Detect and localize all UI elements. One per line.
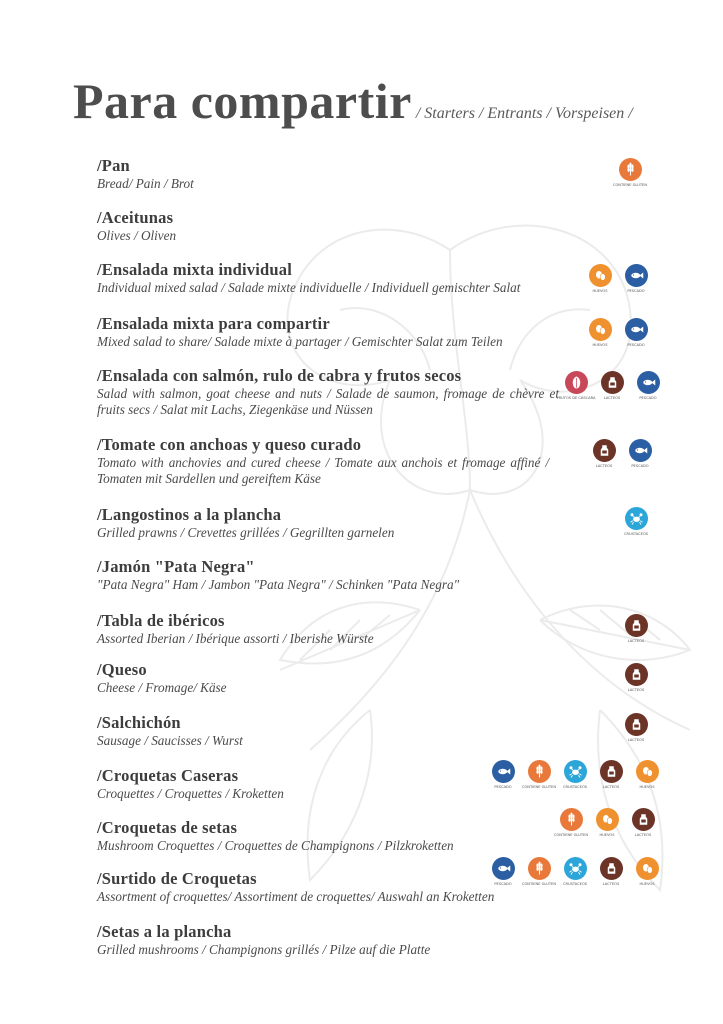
lacteos-icon	[600, 857, 623, 880]
allergen-label: CONTIENE GLUTEN	[553, 833, 589, 837]
huevos-icon	[596, 808, 619, 831]
allergen-label: LACTEOS	[603, 396, 621, 400]
gluten-icon	[528, 857, 551, 880]
pescado-allergen-badge	[618, 318, 654, 347]
allergen-label: HUEVOS	[639, 785, 655, 789]
lacteos-icon	[625, 614, 648, 637]
allergen-label: LACTEOS	[602, 882, 620, 886]
item-name: /Ensalada mixta para compartir	[97, 314, 330, 333]
menu-item	[97, 208, 176, 244]
menu-item	[97, 766, 284, 802]
allergen-label: HUEVOS	[599, 833, 615, 837]
allergen-icons	[558, 371, 666, 400]
frutos-allergen-badge	[558, 371, 594, 400]
menu-item	[97, 818, 454, 854]
lacteos-allergen-badge	[593, 760, 629, 789]
pescado-icon	[625, 318, 648, 341]
allergen-label: LACTEOS	[634, 833, 652, 837]
pescado-allergen-badge	[622, 439, 658, 468]
lacteos-icon	[625, 713, 648, 736]
allergen-label: CRUSTACEOS	[623, 532, 649, 536]
menu-item	[97, 922, 430, 958]
allergen-label: HUEVOS	[592, 289, 608, 293]
item-description: Sausage / Saucisses / Wurst	[97, 733, 243, 748]
allergen-label: PESCADO	[627, 289, 645, 293]
lacteos-icon	[601, 371, 624, 394]
lacteos-allergen-badge	[618, 713, 654, 742]
menu-item	[97, 435, 549, 487]
item-description: Grilled mushrooms / Champignons grillés / Pilze auf die Platte	[97, 942, 431, 957]
menu-item	[97, 156, 194, 192]
item-description: Bread/ Pain / Brot	[97, 176, 194, 191]
allergen-icons	[618, 614, 654, 643]
item-description: Assortment of croquettes/ Assortiment de croquettes/ Auswahl an Kroketten	[97, 889, 495, 904]
item-name: /Croquetas Caseras	[97, 766, 239, 785]
huevos-allergen-badge	[582, 264, 618, 293]
allergen-label: LACTEOS	[627, 738, 645, 742]
header	[73, 72, 633, 130]
allergen-label: PESCADO	[639, 396, 657, 400]
item-description: Tomato with anchovies and cured cheese / Tomate aux anchois et fromage affiné / Tomaten mit Sardellen und gereiftem Käse	[97, 455, 549, 486]
menu-item	[97, 314, 503, 350]
crustaceos-allergen-badge	[557, 857, 593, 886]
item-description: Grilled prawns / Crevettes grillées / Gegrillten garnelen	[97, 525, 395, 540]
lacteos-icon	[600, 760, 623, 783]
huevos-icon	[589, 318, 612, 341]
lacteos-allergen-badge	[618, 614, 654, 643]
crustaceos-allergen-badge	[557, 760, 593, 789]
huevos-allergen-badge	[582, 318, 618, 347]
item-description: "Pata Negra" Ham / Jambon "Pata Negra" / Schinken "Pata Negra"	[97, 577, 460, 592]
item-name: /Salchichón	[97, 713, 181, 732]
lacteos-allergen-badge	[625, 808, 661, 837]
allergen-label: CONTIENE GLUTEN	[521, 882, 557, 886]
item-description: Croquettes / Croquettes / Kroketten	[97, 786, 284, 801]
allergen-icons	[618, 663, 654, 692]
lacteos-allergen-badge	[586, 439, 622, 468]
allergen-label: HUEVOS	[592, 343, 608, 347]
crustaceos-allergen-badge	[618, 507, 654, 536]
crustaceos-icon	[564, 760, 587, 783]
menu-item	[97, 713, 243, 749]
pescado-allergen-badge	[485, 857, 521, 886]
item-description: Assorted Iberian / Ibérique assorti / Iberishe Würste	[97, 631, 374, 646]
lacteos-allergen-badge	[594, 371, 630, 400]
pescado-allergen-badge	[485, 760, 521, 789]
item-name: /Aceitunas	[97, 208, 174, 227]
item-description: Cheese / Fromage/ Käse	[97, 680, 227, 695]
page-title: Para compartir	[73, 73, 412, 129]
allergen-label: PESCADO	[627, 343, 645, 347]
item-description: Mushroom Croquettes / Croquettes de Champignons / Pilzkroketten	[97, 838, 454, 853]
item-name: /Ensalada con salmón, rulo de cabra y frutos secos	[97, 366, 462, 385]
allergen-icons	[485, 857, 665, 886]
item-name: /Setas a la plancha	[97, 922, 232, 941]
item-name: /Langostinos a la plancha	[97, 505, 282, 524]
menu-item	[97, 611, 374, 647]
menu-item	[97, 260, 520, 296]
item-name: /Croquetas de setas	[97, 818, 238, 837]
lacteos-icon	[593, 439, 616, 462]
allergen-label: PESCADO	[631, 464, 649, 468]
item-name: /Surtido de Croquetas	[97, 869, 257, 888]
gluten-icon	[560, 808, 583, 831]
item-name: /Pan	[97, 156, 130, 175]
allergen-icons	[582, 264, 654, 293]
crustaceos-icon	[625, 507, 648, 530]
gluten-icon	[528, 760, 551, 783]
item-name: /Jamón "Pata Negra"	[97, 557, 255, 576]
allergen-label: LACTEOS	[627, 688, 645, 692]
pescado-icon	[629, 439, 652, 462]
allergen-icons	[553, 808, 661, 837]
menu-item	[97, 366, 559, 418]
pescado-icon	[492, 760, 515, 783]
pescado-icon	[625, 264, 648, 287]
gluten-allergen-badge	[521, 760, 557, 789]
huevos-allergen-badge	[629, 760, 665, 789]
gluten-icon	[619, 158, 642, 181]
allergen-icons	[612, 158, 648, 187]
allergen-icons	[618, 507, 654, 536]
allergen-label: PESCADO	[494, 785, 512, 789]
lacteos-icon	[625, 663, 648, 686]
item-name: /Queso	[97, 660, 147, 679]
item-name: /Tomate con anchoas y queso curado	[97, 435, 362, 454]
allergen-label: LACTEOS	[595, 464, 613, 468]
allergen-label: FRUTOS DE CÁSCARA	[556, 396, 596, 400]
allergen-label: HUEVOS	[639, 882, 655, 886]
allergen-label: LACTEOS	[627, 639, 645, 643]
page-subtitle: / Starters / Entrants / Vorspeisen /	[415, 105, 633, 122]
huevos-icon	[636, 760, 659, 783]
pescado-allergen-badge	[630, 371, 666, 400]
allergen-label: CRUSTACEOS	[562, 785, 588, 789]
gluten-allergen-badge	[612, 158, 648, 187]
huevos-icon	[636, 857, 659, 880]
gluten-allergen-badge	[521, 857, 557, 886]
pescado-icon	[492, 857, 515, 880]
allergen-label: CRUSTACEOS	[562, 882, 588, 886]
allergen-icons	[586, 439, 658, 468]
huevos-icon	[589, 264, 612, 287]
menu-item	[97, 660, 227, 696]
lacteos-allergen-badge	[618, 663, 654, 692]
allergen-icons	[582, 318, 654, 347]
allergen-icons	[618, 713, 654, 742]
allergen-label: LACTEOS	[602, 785, 620, 789]
crustaceos-icon	[564, 857, 587, 880]
item-description: Individual mixed salad / Salade mixte individuelle / Individuell gemischter Salat	[97, 280, 521, 295]
allergen-label: PESCADO	[494, 882, 512, 886]
allergen-label: CONTIENE GLUTEN	[612, 183, 648, 187]
lacteos-allergen-badge	[593, 857, 629, 886]
item-name: /Tabla de ibéricos	[97, 611, 225, 630]
lacteos-icon	[632, 808, 655, 831]
frutos-icon	[565, 371, 588, 394]
item-name: /Ensalada mixta individual	[97, 260, 293, 279]
allergen-label: CONTIENE GLUTEN	[521, 785, 557, 789]
menu-item	[97, 505, 394, 541]
allergen-icons	[485, 760, 665, 789]
menu-item	[97, 869, 494, 905]
pescado-allergen-badge	[618, 264, 654, 293]
item-description: Mixed salad to share/ Salade mixte à partager / Gemischter Salat zum Teilen	[97, 334, 503, 349]
huevos-allergen-badge	[629, 857, 665, 886]
item-description: Salad with salmon, goat cheese and nuts / Salade de saumon, fromage de chèvre et fruits secs / Salat mit Lachs, Ziegenkäse und Nüssen	[97, 386, 559, 417]
pescado-icon	[637, 371, 660, 394]
gluten-allergen-badge	[553, 808, 589, 837]
menu-item	[97, 557, 459, 593]
huevos-allergen-badge	[589, 808, 625, 837]
item-description: Olives / Oliven	[97, 228, 177, 243]
